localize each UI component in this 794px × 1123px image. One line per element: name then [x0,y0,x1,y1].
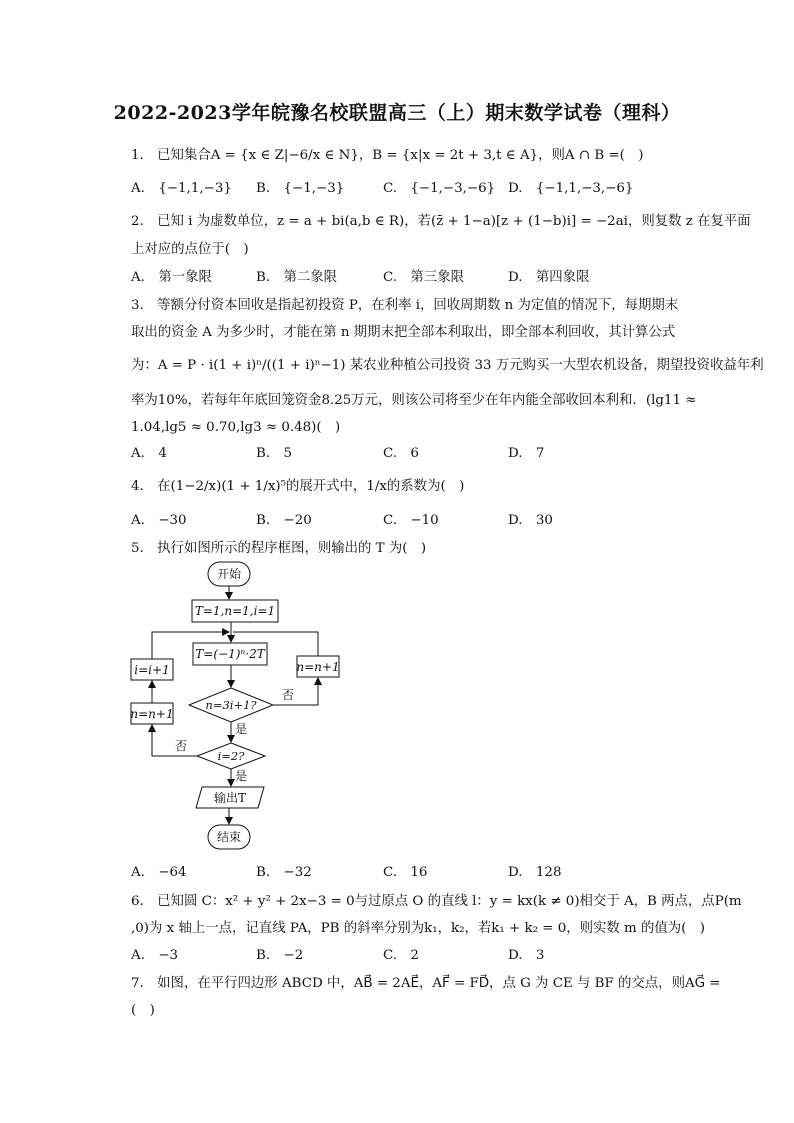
flow-cond1-label: n=3i+1? [205,698,257,712]
q1-option-b[interactable]: B. {−1,−3} [256,181,345,196]
q2-line-1: 2. 已知 i 为虚数单位，z = a + bi(a,b ∈ R)，若(z̄ + 1−a)[z + (1−b)i] = −2ai，则复数 z 在复平面 [131,214,751,229]
q5-option-a[interactable]: A. −64 [131,865,187,880]
q2-option-a[interactable]: A. 第一象限 [131,270,212,285]
flow-yes2-label: 是 [234,769,248,783]
q4-option-a[interactable]: A. −30 [131,513,187,528]
q6-option-b[interactable]: B. −2 [256,948,304,963]
flow-left-i-label: i=i+1 [134,663,170,677]
q1-option-d[interactable]: D. {−1,1,−3,−6} [508,181,634,196]
q1-option-c[interactable]: C. {−1,−3,−6} [383,181,496,196]
page-title: 2022-2023学年皖豫名校联盟高三（上）期末数学试卷（理科） [113,102,681,124]
q2-line-2: 上对应的点位于( ) [131,242,249,257]
q5-options [131,861,691,879]
flow-cond2-label: i=2? [217,749,245,763]
q3-option-b[interactable]: B. 5 [256,446,293,461]
q5-option-d[interactable]: D. 128 [508,865,562,880]
q4-option-c[interactable]: C. −10 [383,513,439,528]
flow-process-label: T=(−1)ⁿ·2T [195,647,265,661]
q5-option-c[interactable]: C. 16 [383,865,428,880]
flow-end-label: 结束 [216,830,242,844]
q2-option-b[interactable]: B. 第二象限 [256,270,338,285]
q3-option-c[interactable]: C. 6 [383,446,419,461]
flow-no1-label: 否 [281,688,295,702]
q1-option-a[interactable]: A. {−1,1,−3} [131,181,232,196]
q3-line-1: 3. 等额分付资本回收是指起初投资 P，在利率 i，回收周期数 n 为定值的情况下，每期期末 [131,298,679,313]
flow-init-label: T=1,n=1,i=1 [194,604,276,618]
flow-right-n-label: n=n+1 [296,660,340,674]
q7-line-1: 7. 如图，在平行四边形 ABCD 中，AB⃗ = 2AE⃗，AF⃗ = FD⃗，点 G 为 CE 与 BF 的交点，则AG⃗ = [131,976,721,991]
q1-line-1: 1. 已知集合A = {x ∈ Z|−6/x ∈ N}，B = {x|x = 2t + 3,t ∈ A}，则A ∩ B =( ) [131,148,644,163]
q3-option-a[interactable]: A. 4 [131,446,167,461]
q4-line-1: 4. 在(1−2/x)(1 + 1/x)⁵的展开式中，1/x的系数为( ) [131,479,465,494]
q5-option-b[interactable]: B. −32 [256,865,312,880]
flow-no2-label: 否 [174,739,188,753]
q3-option-d[interactable]: D. 7 [508,446,545,461]
flow-start-label: 开始 [216,567,242,581]
flow-left-n-label: n=n+1 [130,707,174,721]
q5-line-1: 5. 执行如图所示的程序框图，则输出的 T 为( ) [131,541,427,556]
q4-option-d[interactable]: D. 30 [508,513,553,528]
q4-option-b[interactable]: B. −20 [256,513,312,528]
q6-option-a[interactable]: A. −3 [131,948,179,963]
q6-option-c[interactable]: C. 2 [383,948,419,963]
flow-yes1-label: 是 [234,722,248,736]
q6-options [131,944,691,962]
q6-line-2: ,0)为 x 轴上一点，记直线 PA，PB 的斜率分别为k₁，k₂，若k₁ + k₂ = 0，则实数 m 的值为( ) [131,921,705,936]
q6-option-d[interactable]: D. 3 [508,948,545,963]
q3-line-5: 1.04,lg5 ≈ 0.70,lg3 ≈ 0.48)( ) [131,420,341,435]
q7-line-2: ( ) [131,1003,155,1018]
q3-line-3: 为：A = P · i(1 + i)ⁿ/((1 + i)ⁿ−1) 某农业种植公司投资 33 万元购买一大型农机设备，期望投资收益年利 [131,358,764,373]
q6-line-1: 6. 已知圆 C：x² + y² + 2x−3 = 0与过原点 O 的直线 l：y = kx(k ≠ 0)相交于 A，B 两点，点P(m [131,894,742,909]
q3-line-4: 率为10%，若每年年底回笼资金8.25万元，则该公司将至少在年内能全部收回本利和．(lg11 ≈ [131,393,697,408]
flow-output-label: 输出T [213,791,247,805]
q2-option-c[interactable]: C. 第三象限 [383,270,464,285]
q2-option-d[interactable]: D. 第四象限 [508,270,590,285]
q3-line-2: 取出的资金 A 为多少时，才能在第 n 期期末把全部本利取出，即全部本利回收，其计算公式 [131,325,676,340]
